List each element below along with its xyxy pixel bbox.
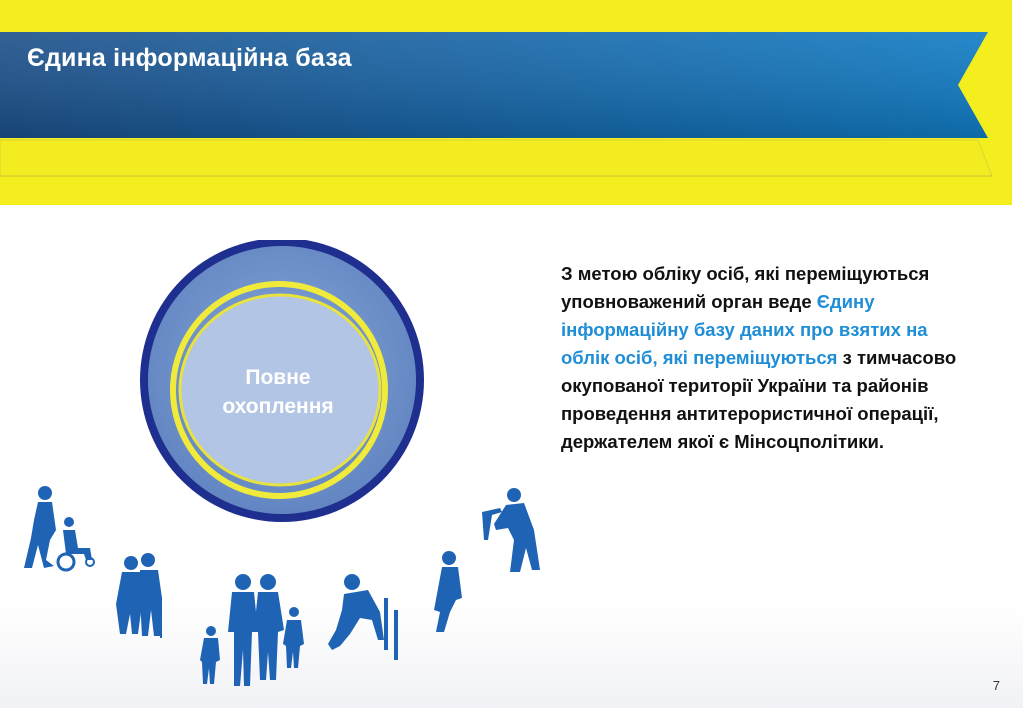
coverage-label-line-2: охоплення [222, 395, 334, 418]
people-silhouettes-icon [0, 470, 560, 708]
family-icon [200, 574, 304, 686]
page-number: 7 [992, 678, 1000, 693]
wheelchair-group-icon [24, 486, 94, 570]
man-with-crutches-icon [328, 574, 398, 660]
coverage-label-line-1: Повне [245, 366, 311, 389]
page-title: Єдина інформаційна база [27, 44, 352, 72]
seated-man-icon [434, 551, 462, 632]
elderly-couple-icon [116, 553, 162, 638]
title-banner [0, 0, 1023, 205]
description-before: З метою обліку осіб, які переміщуються уповноважений орган веде [561, 263, 930, 312]
description-after: з тимчасово окупованої території України та районів проведення антитерористичної операції, держателем якої є Мінсоцполітики. [561, 347, 957, 452]
description-highlight: Єдину інформаційну базу даних про взятих на облік осіб, які переміщуються [561, 291, 928, 368]
description-text [561, 260, 981, 456]
coverage-label [178, 363, 378, 421]
worker-icon [482, 488, 540, 572]
